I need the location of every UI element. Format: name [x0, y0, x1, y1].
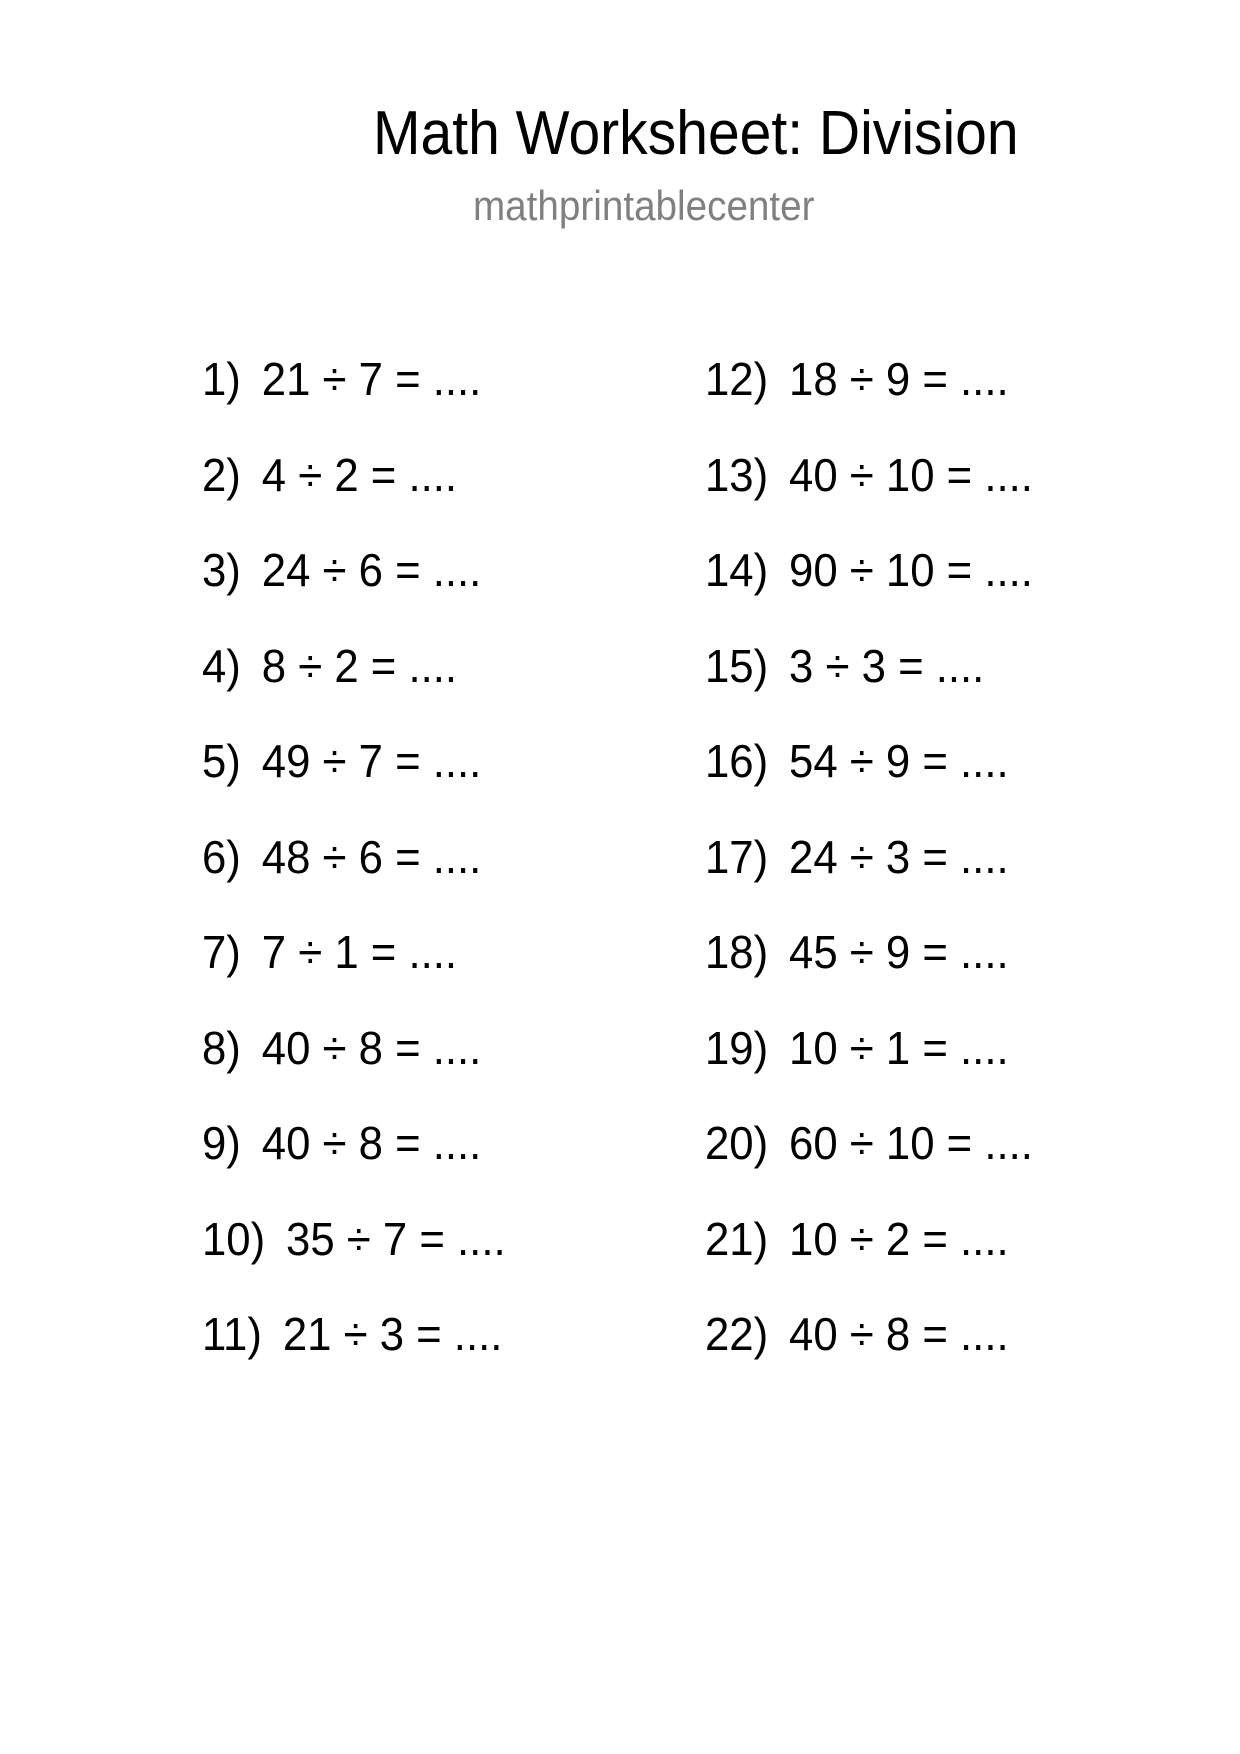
problem-number: 5): [202, 735, 241, 787]
problem-item: [202, 1307, 506, 1403]
problem-item: [705, 925, 1033, 1021]
problem-item: [705, 639, 1033, 735]
problem-item: [705, 1212, 1033, 1308]
problem-expression: 40 ÷ 8 = ....: [261, 1117, 482, 1169]
problem-expression: 40 ÷ 8 = ....: [789, 1308, 1009, 1360]
problem-expression: 10 ÷ 1 = ....: [789, 1021, 1009, 1074]
problem-expression: 54 ÷ 9 = ....: [789, 735, 1009, 787]
problem-item: [705, 734, 1033, 830]
problem-item: [705, 543, 1033, 639]
problem-number: 1): [202, 353, 241, 405]
problem-expression: 7 ÷ 1 = ....: [261, 926, 458, 978]
problem-item: [202, 1021, 506, 1117]
problem-item: [202, 734, 506, 830]
problem-number: 17): [705, 830, 769, 883]
problem-expression: 10 ÷ 2 = ....: [789, 1212, 1009, 1265]
problem-item: [202, 1116, 506, 1212]
problem-expression: 24 ÷ 3 = ....: [789, 830, 1009, 883]
problem-expression: 90 ÷ 10 = ....: [789, 544, 1033, 596]
problem-item: [202, 448, 506, 544]
problem-expression: 24 ÷ 6 = ....: [261, 544, 482, 596]
problem-number: 3): [202, 544, 241, 596]
problem-item: [705, 448, 1033, 544]
problem-expression: 40 ÷ 10 = ....: [789, 448, 1033, 501]
problem-expression: 45 ÷ 9 = ....: [789, 926, 1009, 978]
problem-number: 10): [202, 1212, 266, 1265]
problem-expression: 40 ÷ 8 = ....: [261, 1021, 482, 1074]
problem-item: [705, 830, 1033, 926]
problem-number: 21): [705, 1212, 769, 1265]
problem-column-left: [202, 352, 522, 1403]
problem-number: 15): [705, 639, 769, 692]
problem-expression: 21 ÷ 7 = ....: [261, 353, 482, 405]
problem-item: [705, 352, 1033, 448]
problem-number: 4): [202, 639, 241, 692]
problem-expression: 8 ÷ 2 = ....: [261, 639, 458, 692]
problem-expression: 18 ÷ 9 = ....: [789, 353, 1009, 405]
problem-number: 16): [705, 735, 769, 787]
problem-item: [202, 830, 506, 926]
worksheet-title: Math Worksheet: Division: [373, 99, 1019, 168]
problem-number: 20): [705, 1117, 769, 1169]
problem-expression: 60 ÷ 10 = ....: [789, 1117, 1033, 1169]
problem-expression: 35 ÷ 7 = ....: [286, 1212, 506, 1265]
problem-number: 9): [202, 1117, 241, 1169]
problem-number: 19): [705, 1021, 769, 1074]
problem-item: [705, 1307, 1033, 1403]
problem-number: 2): [202, 448, 241, 501]
problem-number: 12): [705, 353, 769, 405]
problem-number: 18): [705, 926, 769, 978]
problem-expression: 3 ÷ 3 = ....: [789, 639, 985, 692]
problem-item: [202, 352, 506, 448]
problem-expression: 21 ÷ 3 = ....: [282, 1308, 503, 1360]
problem-expression: 4 ÷ 2 = ....: [261, 448, 458, 501]
problem-number: 8): [202, 1021, 241, 1074]
problem-expression: 49 ÷ 7 = ....: [261, 735, 482, 787]
problem-number: 11): [202, 1308, 262, 1360]
problem-number: 14): [705, 544, 769, 596]
problem-item: [705, 1021, 1033, 1117]
problem-item: [202, 543, 506, 639]
problem-item: [202, 1212, 506, 1308]
worksheet-subtitle: mathprintablecenter: [473, 182, 815, 229]
problem-expression: 48 ÷ 6 = ....: [261, 830, 482, 883]
problem-item: [202, 925, 506, 1021]
problem-item: [705, 1116, 1033, 1212]
problem-column-right: [705, 352, 1050, 1403]
problem-number: 7): [202, 926, 241, 978]
problem-item: [202, 639, 506, 735]
problem-number: 22): [705, 1308, 769, 1360]
problem-number: 6): [202, 830, 241, 883]
problem-number: 13): [705, 448, 769, 501]
